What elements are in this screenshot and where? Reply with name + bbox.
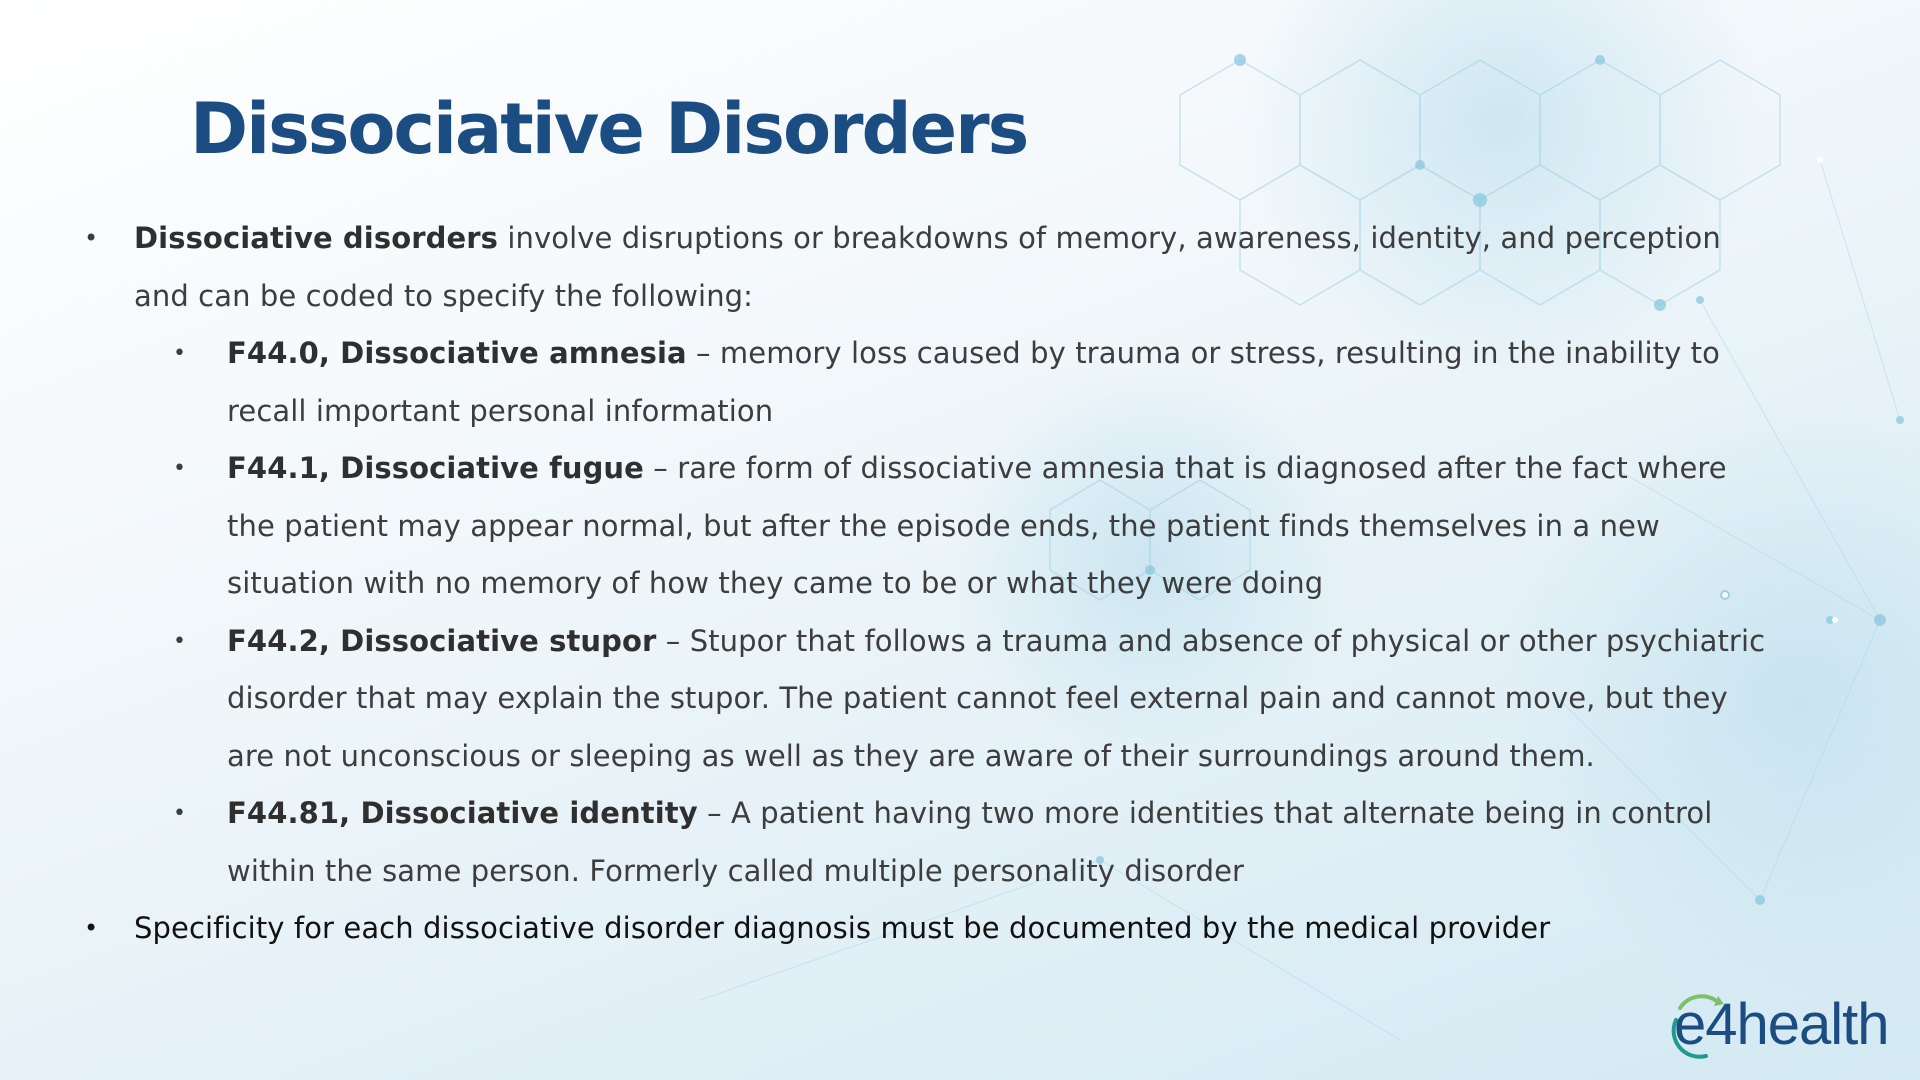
sub-bullet-f44-0 bbox=[171, 325, 1778, 440]
e4health-logo bbox=[1666, 990, 1896, 1060]
bullet-marker: • bbox=[173, 801, 187, 826]
closing-text: Specificity for each dissociative disorder diagnosis must be documented by the medical provider bbox=[134, 911, 1551, 945]
item-description: – Stupor that follows a trauma and absence of physical or other psychiatric disorder that may explain the stupor. The patient cannot feel external pain and cannot move, but they are not unconscious or sleeping as well as they are aware of their surroundings around them. bbox=[227, 623, 1766, 773]
slide-title: Dissociative Disorders bbox=[190, 88, 1028, 170]
bullet-marker: • bbox=[173, 456, 187, 481]
bullet-marker: • bbox=[84, 224, 99, 252]
bullet-closing bbox=[78, 900, 1778, 958]
item-code-term: F44.81, Dissociative identity bbox=[227, 796, 698, 830]
slide-body bbox=[78, 210, 1778, 958]
logo-wordmark: e4health bbox=[1674, 992, 1889, 1057]
item-code-term: F44.0, Dissociative amnesia bbox=[227, 336, 687, 370]
bullet-marker: • bbox=[173, 628, 187, 654]
sub-bullet-f44-1 bbox=[171, 440, 1778, 613]
sub-bullet-f44-2 bbox=[171, 613, 1778, 786]
bullet-intro bbox=[78, 210, 1778, 325]
intro-text: involve disruptions or breakdowns of memory, awareness, identity, and perception and can be coded to specify the following: bbox=[134, 221, 1721, 313]
item-code-term: F44.2, Dissociative stupor bbox=[227, 623, 657, 658]
bullet-marker: • bbox=[173, 341, 187, 366]
intro-term: Dissociative disorders bbox=[134, 221, 499, 255]
item-description: – rare form of dissociative amnesia that is diagnosed after the fact where the patient may appear normal, but after the episode ends, the patient finds themselves in a new situation with no memory of how they came to be or what they were doing bbox=[227, 451, 1727, 600]
sub-bullet-f44-81 bbox=[171, 785, 1778, 900]
item-description: – A patient having two more identities that alternate being in control within the same person. Formerly called multiple personality disorder bbox=[227, 796, 1713, 888]
item-description: – memory loss caused by trauma or stress, resulting in the inability to recall important personal information bbox=[227, 336, 1720, 428]
item-code-term: F44.1, Dissociative fugue bbox=[227, 451, 644, 485]
bullet-marker: • bbox=[84, 914, 99, 942]
